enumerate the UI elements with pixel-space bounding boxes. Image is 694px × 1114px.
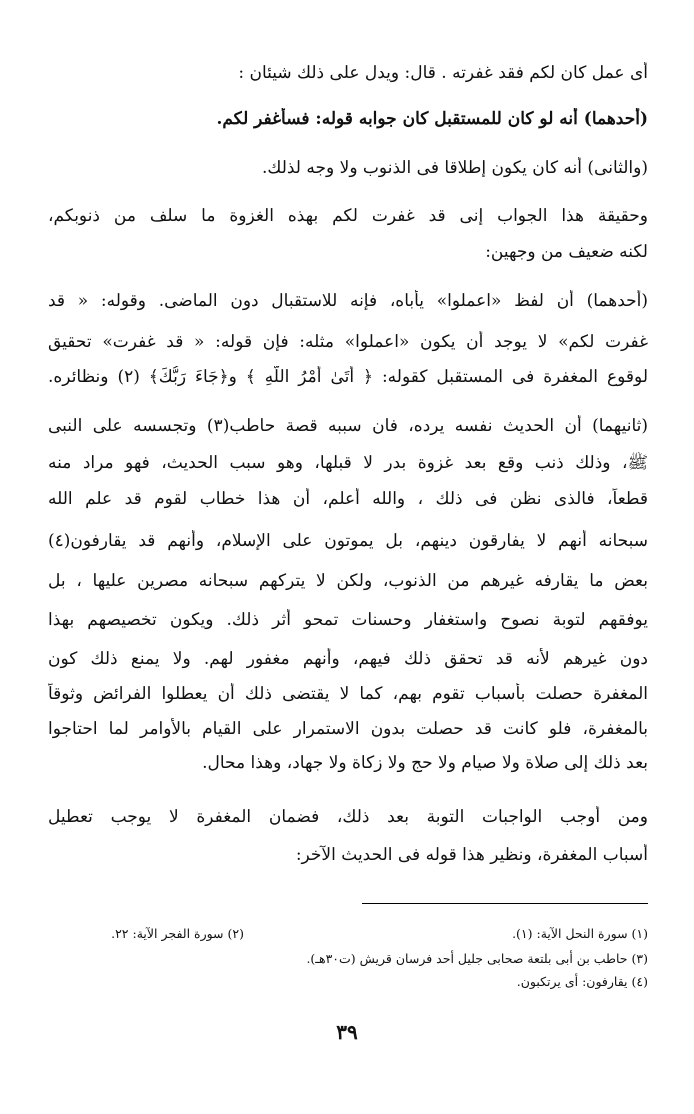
text-line-11: قطعاً، فالذى نظن فى ذلك ، والله أعلم، أن هذا خطاب لقوم قد علم الله [48, 489, 648, 509]
text-line-17: بالمغفرة، فلو كانت قد حصلت بدون الاستمرار على القيام بالأوامر لما احتاجوا [48, 719, 648, 739]
footnote-3: (٣) حاطب بن أبى بلتعة صحابى جليل أحد فرسان قريش (ت٣٠هـ). [306, 951, 648, 966]
text-line-20: أسباب المغفرة، ونظير هذا قوله فى الحديث الآخر: [295, 845, 648, 865]
text-line-10: ﷺ، وذلك ذنب وقع بعد غزوة بدر لا قبلها، وهو سبب الحديث، فهو مراد منه [48, 453, 648, 473]
text-line-19: ومن أوجب الواجبات التوبة بعد ذلك، فضمان المغفرة لا يوجب تعطيل [48, 807, 648, 827]
text-line-7: غفرت لكم» لا يوجد أن يكون «اعملوا» مثله: فإن قوله: « قد غفرت» تحقيق [48, 332, 648, 352]
footnote-4: (٤) يقارفون: أى يرتكبون. [516, 974, 648, 989]
text-line-1: أى عمل كان لكم فقد غفرته . قال: ويدل على ذلك شيئان : [238, 63, 648, 83]
page-number: ٣٩ [336, 1020, 358, 1044]
text-line-13: بعض ما يقارفه غيرهم من الذنوب، ولكن لا يتركهم سبحانه مصرين عليها ، بل [48, 571, 648, 591]
text-line-5: لكنه ضعيف من وجهين: [485, 242, 648, 262]
text-line-16: المغفرة حصلت بأسباب تقوم بهم، كما لا يقتضى ذلك أن يعطلوا الفرائض وثوقاً [48, 684, 648, 704]
footnote-divider [362, 903, 648, 904]
text-line-6: (أحدهما) أن لفظ «اعملوا» يأباه، فإنه للاستقبال دون الماضى. وقوله: « قد [48, 291, 648, 311]
text-line-12: سبحانه أنهم لا يفارقون دينهم، بل يموتون على الإسلام، وأنهم قد يقارفون(٤) [48, 531, 648, 551]
text-line-4: وحقيقة هذا الجواب إنى قد غفرت لكم بهذه الغزوة ما سلف من ذنوبكم، [48, 206, 648, 226]
text-line-3: (والثانى) أنه كان يكون إطلاقا فى الذنوب ولا وجه لذلك. [261, 158, 648, 178]
footnote-1: (١) سورة النحل الآية: (١). [512, 926, 648, 941]
text-line-8: لوقوع المغفرة فى المستقبل كقوله: ﴿ أَتَىٰ أَمْرُ اللَّهِ ﴾ و﴿جَاءَ رَبُّكَ﴾ (٢) ونظائره. [48, 367, 648, 387]
footnote-2: (٢) سورة الفجر الآية: ٢٢. [111, 926, 244, 941]
text-line-9: (ثانيهما) أن الحديث نفسه يرده، فان سببه قصة حاطب(٣) وتجسسه على النبى [48, 416, 648, 436]
text-line-15: دون غيرهم لأنه قد تحقق ذلك فيهم، وأنهم مغفور لهم. ولا يمنع ذلك كون [48, 649, 648, 669]
text-line-2: (أحدهما) أنه لو كان للمستقبل كان جوابه قوله: فسأغفر لكم. [216, 109, 648, 129]
text-line-18: بعد ذلك إلى صلاة ولا صيام ولا حج ولا زكاة ولا جهاد، وهذا محال. [202, 753, 648, 773]
text-line-14: يوفقهم لتوبة نصوح واستغفار وحسنات تمحو أثر ذلك. ويكون تخصيصهم بهذا [48, 610, 648, 630]
